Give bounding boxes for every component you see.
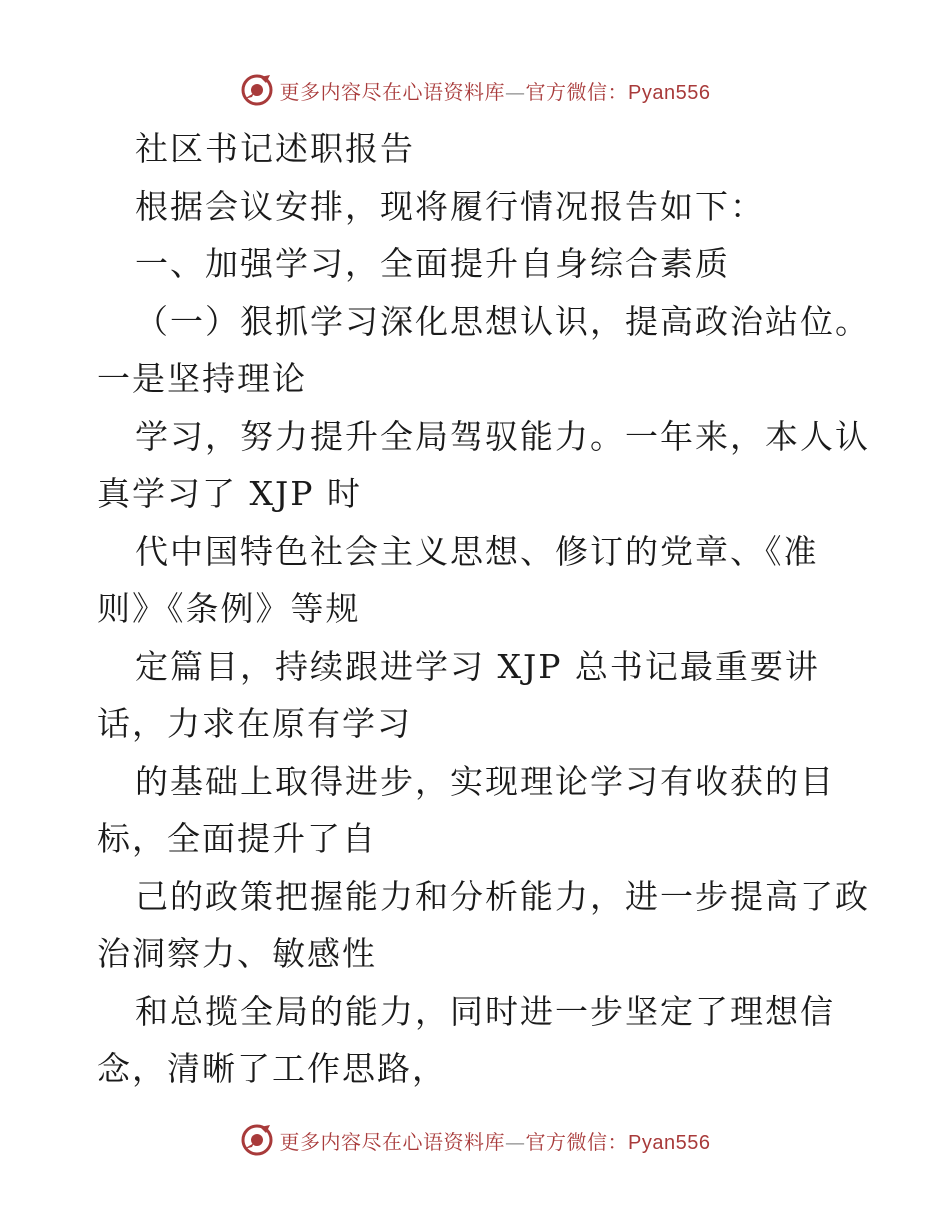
logo-icon — [240, 73, 274, 107]
document-body — [97, 120, 887, 1098]
paragraph-line: 话，力求在原有学习 — [97, 704, 412, 743]
paragraph-line: 和总揽全局的能力，同时进一步坚定了理想信 — [135, 991, 835, 1031]
paragraph-line: 标，全面提升了自 — [97, 819, 377, 858]
paragraph-line: 的基础上取得进步，实现理论学习有收获的目 — [135, 761, 835, 801]
paragraph-line: 一是坚持理论 — [97, 359, 307, 398]
paragraph-line: 根据会议安排，现将履行情况报告如下： — [135, 186, 765, 226]
paragraph-line: 代中国特色社会主义思想、修订的党章、《准 — [135, 531, 819, 571]
paragraph-line: 己的政策把握能力和分析能力，进一步提高了政 — [135, 876, 870, 916]
section-heading: 一、加强学习，全面提升自身综合素质 — [135, 244, 730, 283]
paragraph-line: 则》《条例》等规 — [97, 589, 361, 628]
paragraph-line: 真学习了 XJP 时 — [97, 474, 362, 513]
document-title: 社区书记述职报告 — [135, 129, 415, 168]
header-watermark — [0, 70, 950, 110]
paragraph-line: 定篇目，持续跟进学习 XJP 总书记最重要讲 — [135, 646, 820, 686]
paragraph-line: 治洞察力、敏感性 — [97, 934, 377, 973]
footer-watermark — [0, 1120, 950, 1160]
paragraph-line: 学习，努力提升全局驾驭能力。一年来，本人认 — [135, 416, 870, 456]
watermark-text: 更多内容尽在心语资料库—官方微信：Pyan556 — [279, 1129, 711, 1154]
logo-icon — [240, 1123, 274, 1157]
subsection-heading: （一）狠抓学习深化思想认识，提高政治站位。 — [135, 301, 870, 341]
watermark-text: 更多内容尽在心语资料库—官方微信：Pyan556 — [279, 79, 711, 104]
paragraph-line: 念，清晰了工作思路， — [97, 1049, 447, 1088]
